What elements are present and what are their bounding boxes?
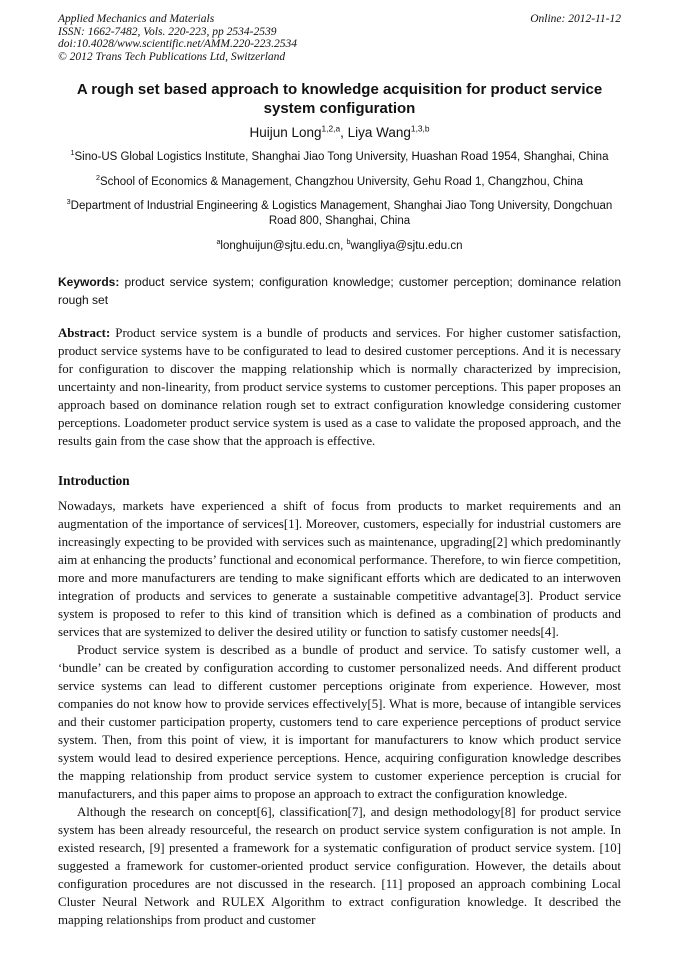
section-heading-introduction: Introduction xyxy=(58,473,130,488)
online-date: Online: 2012-11-12 xyxy=(530,13,621,25)
abstract-text: Product service system is a bundle of products and services. For higher customer satisfaction, product service systems have to be configurated to lead to desired customer perceptions. And it is necessary for configuration to discover the mapping relationship which is normally characterized by imprecision, uncertainty and non-linearity, from product service systems to customer perceptions. This paper proposes an approach based on dominance relation rough set to extract configuration knowledge considering customer perceptions. Loadometer product service system is used as a case to validate the proposed approach, and the results gain from the case show that the approach is effective. xyxy=(58,326,621,448)
email-separator: , xyxy=(340,240,347,252)
introduction-paragraph-2: Product service system is described as a bundle of product and service. To satisfy customer well, a ‘bundle’ can be created by configuration according to customer personalized needs. And different product service systems can lead to different customer perceptions originate from experience. However, most companies do not know how to provide services effectively[5]. What is more, because of intangible services and their customer participation property, customers tend to care experience perceptions of product service system. Then, from this point of view, it is important for manufacturers to know which product service system would lead to desired experience perceptions. Hence, acquiring configuration knowledge describes the mapping relationship from product service system to customer experience perception is crucial for manufacturers, and this paper aims to propose an approach to extract the configuration knowledge. xyxy=(58,643,621,801)
issn-line: ISSN: 1662-7482, Vols. 220-223, pp 2534-2539 xyxy=(58,25,277,38)
affiliation-2 xyxy=(58,175,621,190)
email-second-address: wangliya@sjtu.edu.cn xyxy=(350,240,463,252)
author-first-name: Huijun Long xyxy=(249,125,322,140)
email-second-superscript: b xyxy=(346,238,351,247)
paper-title: A rough set based approach to knowledge acquisition for product service system configuration xyxy=(76,81,603,117)
author-second-superscript: 1,3,b xyxy=(410,123,430,134)
affiliation-3-superscript: 3 xyxy=(66,198,71,207)
introduction-paragraph-1: Nowadays, markets have experienced a shift of focus from products to market requirements and an augmentation of the importance of services[1]. Moreover, customers, especially for industrial customers are increasingly expecting to be provided with services such as maintenance, upgrading[2] which predominantly aim at enhancing the products’ functional and economical performance. Therefore, to win fierce competition, more and more manufacturers are tending to make significant efforts which are dedicated to an interwoven integration of products and services to generate a sustainable competitive advantage[3]. Product service system is proposed to refer to this kind of transition which is defined as a combination of products and services that are systemized to deliver the desired utility or function to satisfy customer needs[4]. xyxy=(58,499,621,639)
keywords-text: product service system; configuration knowledge; customer perception; dominance relation rough set xyxy=(58,275,621,307)
keywords-block xyxy=(58,274,621,309)
abstract-label: Abstract: xyxy=(58,326,111,340)
publication-header xyxy=(58,13,621,63)
email-first-address: longhuijun@sjtu.edu.cn xyxy=(220,240,341,252)
copyright-line: © 2012 Trans Tech Publications Ltd, Switzerland xyxy=(58,50,286,63)
email-first-superscript: a xyxy=(216,238,221,247)
authors-line xyxy=(58,125,621,140)
author-second-name: Liya Wang xyxy=(347,125,411,140)
affiliation-1-text: Sino-US Global Logistics Institute, Shanghai Jiao Tong University, Huashan Road 1954, Shanghai, China xyxy=(74,151,609,163)
author-first-superscript: 1,2,a xyxy=(321,123,341,134)
affiliation-1-superscript: 1 xyxy=(70,149,75,158)
author-separator: , xyxy=(340,125,348,140)
affiliation-3 xyxy=(58,199,621,228)
abstract-block xyxy=(58,324,621,450)
publication-header-row xyxy=(58,13,621,26)
affiliation-3-text: Department of Industrial Engineering & Logistics Management, Shanghai Jiao Tong University, Dongchuan Road 800, Shanghai, China xyxy=(70,200,613,227)
affiliation-2-text: School of Economics & Management, Changzhou University, Gehu Road 1, Changzhou, China xyxy=(99,175,584,188)
affiliation-1 xyxy=(58,150,621,165)
emails-line xyxy=(58,240,621,252)
introduction-paragraph-3: Although the research on concept[6], classification[7], and design methodology[8] for product service system has been already resourceful, the research on product service system configuration is not ample. In existed research, [9] presented a framework for a systematic configuration of product service system. [10] suggested a framework for customer-oriented product service configuration. However, the details about configuration procedures are not discussed in the research. [11] proposed an approach combining Local Cluster Neural Network and RULEX Algorithm to extract configuration knowledge. It described the mapping relationships from product and customer xyxy=(58,805,621,927)
journal-name: Applied Mechanics and Materials xyxy=(58,13,215,25)
affiliation-2-superscript: 2 xyxy=(95,173,100,182)
doi-line: doi:10.4028/www.scientific.net/AMM.220-223.2534 xyxy=(58,38,298,50)
keywords-label: Keywords: xyxy=(58,275,120,289)
